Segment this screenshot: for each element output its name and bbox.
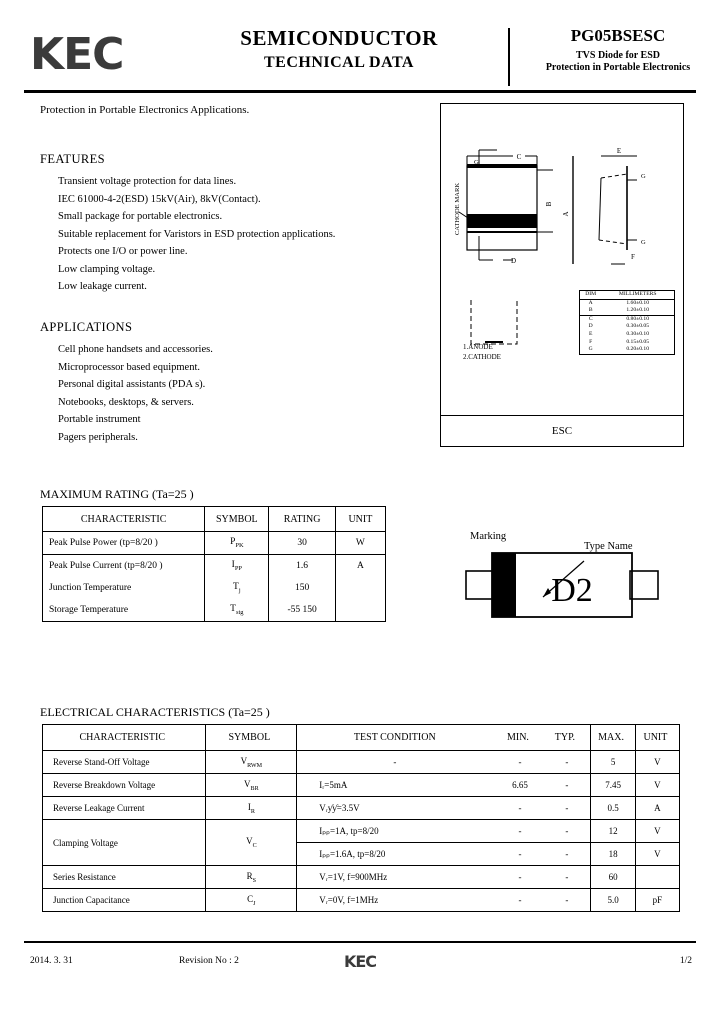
ec-characteristic: Clamping Voltage <box>43 820 206 866</box>
symbol-main: I <box>231 560 235 571</box>
ec-header-min: MIN. <box>506 732 529 743</box>
footer-rule <box>24 941 696 943</box>
table-row <box>580 307 675 315</box>
svg-text:CATHODE MARK: CATHODE MARK <box>454 182 461 236</box>
dim-value: 1.60±0.10 <box>601 299 674 307</box>
svg-text:G: G <box>641 173 646 180</box>
electrical-characteristics-title: ELECTRICAL CHARACTERISTICS (Ta=25 ) <box>40 705 270 719</box>
ec-header-typ: TYP. <box>544 725 591 751</box>
dim-header-dim: DIM <box>585 291 597 297</box>
symbol-main: C <box>247 893 254 904</box>
part-number: PG05BSESC <box>570 26 666 45</box>
ec-typ: - <box>544 843 591 866</box>
mr-header-characteristic: CHARACTERISTIC <box>43 507 205 532</box>
mr-unit <box>335 577 385 599</box>
list-item: Transient voltage protection for data lines. <box>58 176 237 187</box>
ec-symbol <box>206 774 297 797</box>
marking-diagram-svg <box>452 525 684 635</box>
svg-text:F: F <box>631 253 635 261</box>
svg-text:C: C <box>516 153 522 161</box>
list-item: Suitable replacement for Varistors in ESD protection applications. <box>58 228 336 240</box>
dim-letter: F <box>589 338 593 345</box>
ec-max: 7.45 <box>591 774 636 797</box>
ec-header-symbol: SYMBOL <box>206 725 297 751</box>
kec-logo: KEC <box>30 29 124 80</box>
ec-unit: V <box>635 820 679 843</box>
mr-characteristic: Junction Temperature <box>43 577 205 599</box>
marking-label: Marking <box>470 531 507 542</box>
list-item: Pagers peripherals. <box>58 431 138 443</box>
applications-section <box>40 320 420 446</box>
list-item: Portable instrument <box>58 414 141 425</box>
marking-type-name-label: Type Name <box>584 541 633 552</box>
ec-typ: - <box>544 889 591 912</box>
symbol-sub: R <box>250 808 255 815</box>
ec-min: - <box>518 872 522 882</box>
ec-symbol <box>206 751 297 774</box>
ec-unit: V <box>654 757 661 767</box>
mr-unit: W <box>335 532 385 555</box>
mr-header-rating: RATING <box>269 507 335 532</box>
table-row <box>580 315 675 323</box>
applications-list <box>40 341 420 446</box>
footer-kec-logo: KEC <box>343 952 377 971</box>
svg-text:D: D <box>511 257 517 265</box>
ec-max: 5 <box>591 751 636 774</box>
table-row <box>43 797 680 820</box>
table-row <box>580 346 675 354</box>
features-heading: FEATURES <box>40 152 106 166</box>
header-rule <box>24 90 696 93</box>
ec-unit <box>635 866 679 889</box>
pin-label-cathode: 2.CATHODE <box>463 353 501 361</box>
symbol-main: V <box>246 836 253 847</box>
electrical-characteristics-table <box>42 724 680 912</box>
mr-header-symbol: SYMBOL <box>205 507 269 532</box>
symbol-sub: PP <box>234 564 243 572</box>
symbol-main: V <box>240 755 248 766</box>
dim-header-mm: MILLIMETERS <box>618 291 657 297</box>
table-row <box>43 820 680 843</box>
ec-symbol <box>206 797 297 820</box>
maximum-rating-title: MAXIMUM RATING (Ta=25 ) <box>40 487 194 501</box>
package-drawing-svg <box>441 104 683 416</box>
mr-characteristic: Storage Temperature <box>43 599 205 622</box>
symbol-sub: j <box>238 586 241 594</box>
dim-letter: E <box>588 330 593 337</box>
ec-typ: - <box>544 866 591 889</box>
dim-value: 0.30±0.05 <box>626 323 649 330</box>
ec-header-max: MAX. <box>591 725 636 751</box>
ec-unit: V <box>654 780 661 790</box>
ec-min: 6.65 <box>512 780 528 790</box>
mr-symbol <box>205 555 269 578</box>
svg-text:A: A <box>562 211 570 217</box>
table-row <box>43 751 680 774</box>
symbol-sub: BR <box>250 785 259 792</box>
symbol-sub: PK <box>235 541 244 549</box>
table-row <box>43 555 386 578</box>
dim-value: 0.20±0.10 <box>626 346 649 353</box>
ec-header-unit: UNIT <box>643 732 668 743</box>
ec-test-condition: Iᵣ=5mA <box>319 780 348 790</box>
header-part-block <box>516 26 720 73</box>
ec-max: 0.5 <box>591 797 636 820</box>
pin-assignment-labels <box>463 342 501 362</box>
symbol-sub: J <box>253 900 256 907</box>
maximum-rating-table <box>42 506 386 622</box>
table-row <box>580 291 675 300</box>
symbol-main: P <box>230 537 236 548</box>
mr-symbol <box>205 599 269 622</box>
list-item: Microprocessor based equipment. <box>58 361 201 373</box>
symbol-sub: stg <box>235 608 244 616</box>
footer-date: 2014. 3. 31 <box>30 956 73 966</box>
package-drawing <box>441 104 683 416</box>
ec-max: 18 <box>591 843 636 866</box>
header-title-technical-data: TECHNICAL DATA <box>264 54 414 71</box>
svg-text:E: E <box>616 147 622 155</box>
list-item: Notebooks, desktops, & servers. <box>58 396 194 408</box>
dim-letter: D <box>588 323 593 330</box>
table-row <box>580 339 675 347</box>
ec-unit: pF <box>652 895 663 905</box>
dim-letter: A <box>580 299 602 307</box>
page-footer <box>24 950 696 980</box>
mr-rating: 1.6 <box>269 555 335 578</box>
dim-letter: C <box>580 315 602 323</box>
intro-text: Protection in Portable Electronics Applications. <box>40 104 250 116</box>
ec-min: - <box>518 757 522 767</box>
mr-header-unit: UNIT <box>335 507 385 532</box>
list-item: Small package for portable electronics. <box>58 211 223 222</box>
applications-heading: APPLICATIONS <box>40 320 133 334</box>
table-row <box>43 725 680 751</box>
list-item: Low clamping voltage. <box>58 263 156 275</box>
ec-max: 60 <box>591 866 636 889</box>
pin-label-anode: 1.ANODE <box>463 343 493 351</box>
mr-characteristic: Peak Pulse Power (tp=8/20 ) <box>43 532 205 555</box>
ec-min: - <box>518 895 522 905</box>
symbol-main: T <box>230 604 236 615</box>
table-row <box>43 889 680 912</box>
features-section <box>40 152 420 296</box>
ec-test-condition: Iₚₚ=1A, tp=8/20 <box>297 820 497 843</box>
package-name: ESC <box>441 415 683 446</box>
dim-letter: G <box>588 346 593 353</box>
header-title-semiconductor: SEMICONDUCTOR <box>240 26 438 50</box>
table-row <box>580 323 675 331</box>
symbol-main: R <box>246 870 253 881</box>
features-list <box>40 173 420 296</box>
ec-min: - <box>518 849 522 859</box>
header-divider <box>508 28 510 86</box>
ec-symbol <box>206 889 297 912</box>
ec-header-characteristic: CHARACTERISTIC <box>43 725 206 751</box>
list-item: Personal digital assistants (PDA s). <box>58 379 206 390</box>
footer-page-number: 1/2 <box>679 956 692 966</box>
header-title-block <box>174 26 504 72</box>
mr-rating: 150 <box>269 577 335 599</box>
ec-test-condition: Vᵣ=0V, f=1MHz <box>319 895 379 905</box>
marking-diagram <box>452 525 684 635</box>
marking-code-text: D2 <box>551 572 593 609</box>
table-row <box>43 577 386 599</box>
ec-characteristic: Series Resistance <box>43 866 206 889</box>
dim-letter: B <box>588 307 593 314</box>
list-item: IEC 61000-4-2(ESD) 15kV(Air), 8kV(Contact). <box>58 193 261 205</box>
symbol-main: T <box>233 582 239 593</box>
ec-max: 5.0 <box>591 889 636 912</box>
ec-max: 12 <box>591 820 636 843</box>
ec-min: - <box>518 803 522 813</box>
mr-rating: 30 <box>269 532 335 555</box>
table-row <box>580 331 675 339</box>
ec-typ: - <box>544 820 591 843</box>
ec-test-condition: - <box>393 757 397 767</box>
mr-rating: -55 150 <box>269 599 335 622</box>
table-row <box>580 299 675 307</box>
ec-test-condition: Vᵣ=1V, f=900MHz <box>319 872 388 882</box>
table-row <box>43 866 680 889</box>
ec-typ: - <box>544 797 591 820</box>
ec-symbol <box>206 820 297 866</box>
ec-typ: - <box>544 751 591 774</box>
part-subtitle-line1: TVS Diode for ESD <box>576 50 660 61</box>
symbol-sub: RWM <box>247 762 263 769</box>
dim-value: 0.15±0.05 <box>626 338 649 345</box>
ec-test-condition: Iₚₚ=1.6A, tp=8/20 <box>319 848 386 859</box>
dim-value: 1.20±0.10 <box>626 307 649 314</box>
list-item: Low leakage current. <box>58 281 147 292</box>
ec-min: - <box>496 820 543 843</box>
mr-unit: A <box>335 555 385 578</box>
page-header <box>24 26 696 88</box>
package-outline-box <box>440 103 684 447</box>
svg-text:G: G <box>641 239 646 246</box>
svg-text:G: G <box>474 159 479 166</box>
symbol-sub: C <box>252 842 257 849</box>
svg-text:B: B <box>545 201 553 207</box>
table-row <box>43 599 386 622</box>
ec-characteristic: Reverse Leakage Current <box>43 797 206 820</box>
symbol-sub: S <box>252 877 257 884</box>
list-item: Cell phone handsets and accessories. <box>58 344 213 355</box>
footer-revision: Revision No : 2 <box>179 956 239 966</box>
ec-header-test-condition: TEST CONDITION <box>353 732 436 743</box>
dim-value: 0.80±0.10 <box>601 315 674 323</box>
part-subtitle-line2: Protection in Portable Electronics <box>545 62 691 73</box>
ec-test-condition: Vᵣƴƴ=3.5V <box>319 803 360 813</box>
mr-unit <box>335 599 385 622</box>
dimension-table <box>579 290 675 355</box>
ec-characteristic: Reverse Stand-Off Voltage <box>43 751 206 774</box>
ec-unit: V <box>654 849 661 859</box>
list-item: Protects one I/O or power line. <box>58 246 188 257</box>
ec-unit: A <box>654 803 661 813</box>
ec-characteristic: Reverse Breakdown Voltage <box>43 774 206 797</box>
table-row <box>43 532 386 555</box>
symbol-main: V <box>244 778 251 789</box>
ec-symbol <box>206 866 297 889</box>
table-row <box>43 774 680 797</box>
table-row <box>43 507 386 532</box>
ec-typ: - <box>544 774 591 797</box>
symbol-main: I <box>247 801 251 812</box>
mr-symbol <box>205 577 269 599</box>
dim-value: 0.30±0.10 <box>626 330 649 337</box>
mr-symbol <box>205 532 269 555</box>
ec-characteristic: Junction Capacitance <box>43 889 206 912</box>
mr-characteristic: Peak Pulse Current (tp=8/20 ) <box>43 555 205 578</box>
